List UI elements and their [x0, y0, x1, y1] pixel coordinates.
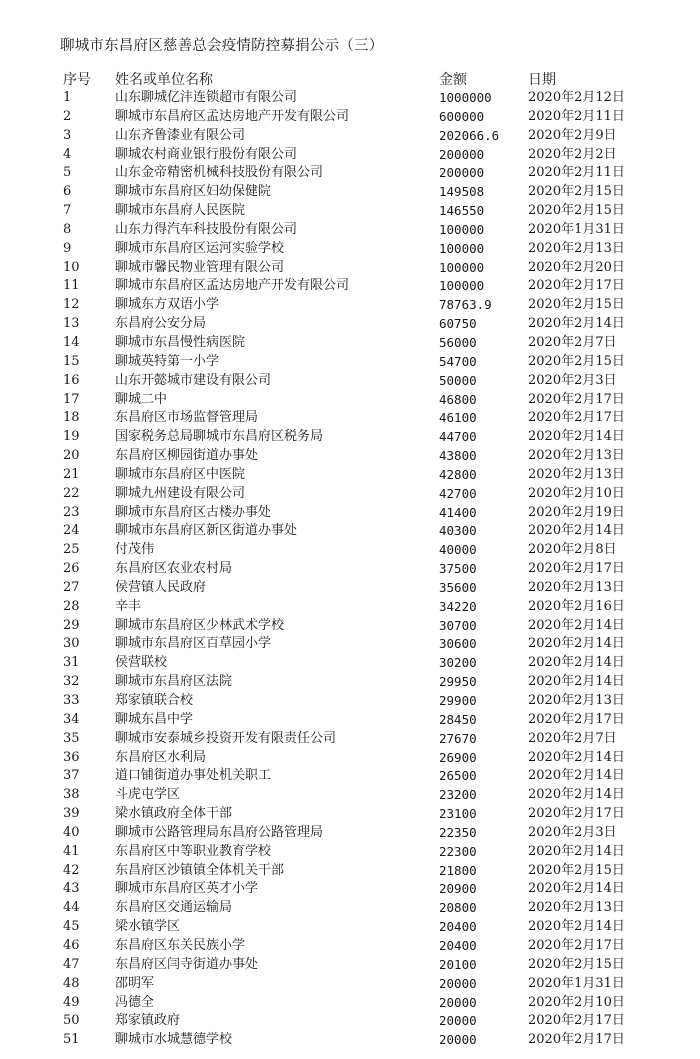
cell-donor-name: 聊城市东昌府区妇幼保健院 [115, 184, 272, 200]
cell-amount: 21800 [439, 862, 477, 878]
table-row [0, 843, 700, 862]
table-row [0, 824, 700, 843]
cell-serial-number: 10 [63, 259, 80, 275]
table-row [0, 127, 700, 146]
cell-date: 2020年2月17日 [528, 1013, 625, 1029]
cell-serial-number: 13 [63, 316, 80, 332]
cell-serial-number: 29 [63, 617, 80, 633]
cell-donor-name: 郑家镇政府 [115, 1013, 181, 1029]
cell-amount: 100000 [439, 278, 485, 294]
table-row [0, 202, 700, 221]
cell-amount: 42800 [439, 466, 477, 482]
cell-donor-name: 聊城市安泰城乡投资开发有限责任公司 [115, 730, 337, 746]
table-row [0, 975, 700, 994]
cell-donor-name: 聊城市东昌府区英才小学 [115, 881, 259, 897]
cell-date: 2020年2月11日 [528, 165, 625, 181]
cell-date: 2020年2月13日 [528, 900, 625, 916]
cell-serial-number: 18 [63, 410, 80, 426]
table-row [0, 504, 700, 523]
cell-donor-name: 聊城市东昌慢性病医院 [115, 334, 246, 350]
cell-donor-name: 聊城东昌中学 [115, 711, 194, 727]
cell-amount: 30600 [439, 636, 477, 652]
cell-donor-name: 梁水镇学区 [115, 919, 181, 935]
cell-amount: 78763.9 [439, 297, 492, 313]
cell-date: 2020年2月10日 [528, 994, 625, 1010]
cell-date: 2020年2月17日 [528, 391, 625, 407]
cell-date: 2020年2月17日 [528, 561, 625, 577]
cell-date: 2020年2月15日 [528, 862, 625, 878]
cell-serial-number: 45 [63, 919, 80, 935]
cell-serial-number: 48 [63, 975, 80, 991]
cell-date: 2020年2月17日 [528, 1032, 625, 1048]
cell-date: 2020年2月8日 [528, 542, 617, 558]
cell-donor-name: 聊城市东昌府区法院 [115, 674, 233, 690]
cell-donor-name: 聊城市东昌府区中医院 [115, 466, 246, 482]
cell-donor-name: 聊城市水城慧德学校 [115, 1032, 233, 1048]
table-row [0, 937, 700, 956]
cell-serial-number: 2 [63, 108, 72, 124]
cell-date: 2020年2月13日 [528, 579, 625, 595]
cell-donor-name: 山东力得汽车科技股份有限公司 [115, 221, 298, 237]
header-donor-name: 姓名或单位名称 [115, 72, 213, 88]
cell-amount: 20100 [439, 956, 477, 972]
cell-donor-name: 付茂伟 [115, 542, 155, 558]
table-row [0, 277, 700, 296]
cell-serial-number: 46 [63, 937, 80, 953]
cell-serial-number: 7 [63, 203, 72, 219]
cell-donor-name: 东昌府区柳园街道办事处 [115, 448, 259, 464]
cell-donor-name: 东昌府区交通运输局 [115, 900, 233, 916]
cell-date: 2020年2月17日 [528, 937, 625, 953]
table-row [0, 635, 700, 654]
cell-donor-name: 冯德全 [115, 994, 155, 1010]
cell-amount: 54700 [439, 353, 477, 369]
table-row [0, 315, 700, 334]
cell-date: 2020年2月15日 [528, 353, 625, 369]
cell-date: 2020年2月3日 [528, 372, 617, 388]
cell-amount: 23200 [439, 787, 477, 803]
cell-amount: 26500 [439, 768, 477, 784]
table-row [0, 447, 700, 466]
table-row [0, 711, 700, 730]
cell-donor-name: 聊城市公路管理局东昌府公路管理局 [115, 824, 324, 840]
table-row [0, 899, 700, 918]
cell-date: 2020年2月7日 [528, 334, 617, 350]
cell-amount: 23100 [439, 806, 477, 822]
cell-date: 2020年2月14日 [528, 316, 625, 332]
cell-serial-number: 5 [63, 165, 72, 181]
cell-amount: 200000 [439, 146, 485, 162]
header-date: 日期 [528, 72, 556, 88]
cell-date: 2020年2月13日 [528, 448, 625, 464]
cell-amount: 50000 [439, 372, 477, 388]
table-row [0, 692, 700, 711]
cell-donor-name: 山东开懿城市建设有限公司 [115, 372, 272, 388]
cell-date: 2020年2月13日 [528, 693, 625, 708]
table-header [0, 71, 700, 89]
table-row [0, 862, 700, 881]
cell-amount: 146550 [439, 203, 485, 219]
cell-amount: 35600 [439, 579, 477, 595]
cell-amount: 29950 [439, 674, 477, 690]
cell-date: 2020年2月13日 [528, 240, 625, 256]
cell-amount: 40300 [439, 523, 477, 539]
cell-donor-name: 聊城市东昌府区新区街道办事处 [115, 523, 298, 539]
cell-donor-name: 聊城市东昌府区古楼办事处 [115, 504, 272, 520]
cell-serial-number: 25 [63, 542, 80, 558]
cell-amount: 46100 [439, 410, 477, 426]
table-row [0, 994, 700, 1013]
table-row [0, 89, 700, 108]
cell-date: 2020年2月16日 [528, 598, 625, 614]
cell-serial-number: 21 [63, 466, 80, 482]
table-row [0, 579, 700, 598]
cell-donor-name: 聊城英特第一小学 [115, 353, 220, 369]
cell-donor-name: 东昌府区水利局 [115, 749, 207, 765]
table-row [0, 1012, 700, 1031]
table-row [0, 880, 700, 899]
cell-donor-name: 聊城市东昌府区百草园小学 [115, 636, 272, 652]
cell-donor-name: 东昌府区闫寺街道办事处 [115, 956, 259, 972]
cell-serial-number: 4 [63, 146, 72, 162]
cell-serial-number: 15 [63, 353, 80, 369]
cell-donor-name: 斗虎屯学区 [115, 787, 181, 803]
cell-amount: 30700 [439, 617, 477, 633]
cell-amount: 43800 [439, 448, 477, 464]
cell-serial-number: 14 [63, 334, 80, 350]
table-row [0, 617, 700, 636]
cell-date: 2020年2月14日 [528, 843, 625, 859]
cell-serial-number: 24 [63, 523, 80, 539]
cell-serial-number: 51 [63, 1032, 80, 1048]
cell-serial-number: 42 [63, 862, 80, 878]
cell-amount: 20400 [439, 937, 477, 953]
table-row [0, 805, 700, 824]
cell-donor-name: 聊城九州建设有限公司 [115, 485, 246, 501]
cell-serial-number: 17 [63, 391, 80, 407]
cell-amount: 44700 [439, 429, 477, 445]
table-row [0, 654, 700, 673]
table-row [0, 466, 700, 485]
cell-date: 2020年2月17日 [528, 711, 625, 727]
cell-serial-number: 40 [63, 824, 80, 840]
table-row [0, 485, 700, 504]
cell-date: 2020年2月14日 [528, 636, 625, 652]
cell-serial-number: 32 [63, 674, 80, 690]
cell-serial-number: 11 [63, 278, 80, 294]
table-row [0, 918, 700, 937]
cell-amount: 56000 [439, 334, 477, 350]
cell-date: 2020年2月14日 [528, 749, 625, 765]
cell-date: 2020年2月15日 [528, 203, 625, 219]
cell-donor-name: 聊城市东昌府人民医院 [115, 203, 246, 219]
table-row [0, 560, 700, 579]
cell-amount: 20000 [439, 994, 477, 1010]
cell-serial-number: 37 [63, 768, 80, 784]
cell-donor-name: 聊城东方双语小学 [115, 297, 220, 313]
cell-amount: 20000 [439, 1032, 477, 1048]
cell-amount: 30200 [439, 655, 477, 671]
cell-date: 2020年2月13日 [528, 466, 625, 482]
cell-amount: 29900 [439, 693, 477, 708]
cell-serial-number: 47 [63, 956, 80, 972]
cell-amount: 27670 [439, 730, 477, 746]
cell-date: 2020年2月17日 [528, 806, 625, 822]
cell-serial-number: 30 [63, 636, 80, 652]
cell-date: 2020年2月11日 [528, 108, 625, 124]
cell-amount: 202066.6 [439, 127, 500, 143]
cell-amount: 37500 [439, 561, 477, 577]
cell-serial-number: 28 [63, 598, 80, 614]
cell-amount: 600000 [439, 108, 485, 124]
cell-date: 2020年2月19日 [528, 504, 625, 520]
table-row [0, 183, 700, 202]
cell-donor-name: 聊城农村商业银行股份有限公司 [115, 146, 298, 162]
cell-amount: 40000 [439, 542, 477, 558]
cell-donor-name: 山东金帝精密机械科技股份有限公司 [115, 165, 324, 181]
cell-serial-number: 43 [63, 881, 80, 897]
cell-donor-name: 梁水镇政府全体干部 [115, 806, 233, 822]
cell-amount: 149508 [439, 184, 485, 200]
cell-amount: 100000 [439, 221, 485, 237]
cell-date: 2020年2月14日 [528, 881, 625, 897]
cell-donor-name: 东昌府区中等职业教育学校 [115, 843, 272, 859]
cell-serial-number: 33 [63, 693, 80, 708]
table-row [0, 296, 700, 315]
cell-date: 2020年2月14日 [528, 919, 625, 935]
table-row [0, 767, 700, 786]
table-row [0, 334, 700, 353]
cell-amount: 20000 [439, 1013, 477, 1029]
cell-donor-name: 东昌府区东关民族小学 [115, 937, 246, 953]
cell-date: 2020年2月14日 [528, 674, 625, 690]
table-row [0, 428, 700, 447]
cell-donor-name: 东昌府公安分局 [115, 316, 207, 332]
cell-serial-number: 26 [63, 561, 80, 577]
cell-donor-name: 聊城市馨民物业管理有限公司 [115, 259, 285, 275]
table-row [0, 372, 700, 391]
cell-amount: 20900 [439, 881, 477, 897]
cell-donor-name: 道口铺街道办事处机关职工 [115, 768, 272, 784]
table-row [0, 541, 700, 560]
cell-serial-number: 9 [63, 240, 72, 256]
cell-date: 2020年2月7日 [528, 730, 617, 746]
cell-serial-number: 49 [63, 994, 80, 1010]
table-row [0, 786, 700, 805]
cell-amount: 26900 [439, 749, 477, 765]
cell-donor-name: 侯营联校 [115, 655, 168, 671]
cell-date: 2020年2月14日 [528, 655, 625, 671]
cell-date: 2020年2月9日 [528, 127, 617, 143]
cell-serial-number: 22 [63, 485, 80, 501]
cell-date: 2020年2月14日 [528, 768, 625, 784]
cell-donor-name: 侯营镇人民政府 [115, 579, 207, 595]
cell-serial-number: 1 [63, 90, 72, 105]
cell-date: 2020年1月31日 [528, 221, 625, 237]
table-row [0, 164, 700, 183]
table-row [0, 259, 700, 278]
cell-donor-name: 邵明军 [115, 975, 155, 991]
donation-table-body [0, 89, 700, 1050]
cell-donor-name: 山东聊城亿沣连锁超市有限公司 [115, 90, 298, 105]
cell-donor-name: 东昌府区沙镇镇全体机关干部 [115, 862, 285, 878]
cell-amount: 28450 [439, 711, 477, 727]
cell-amount: 42700 [439, 485, 477, 501]
cell-serial-number: 50 [63, 1013, 80, 1029]
cell-amount: 100000 [439, 259, 485, 275]
cell-amount: 22300 [439, 843, 477, 859]
cell-donor-name: 郑家镇联合校 [115, 693, 194, 708]
page-title: 聊城市东昌府区慈善总会疫情防控募捐公示（三） [60, 38, 384, 54]
cell-serial-number: 16 [63, 372, 80, 388]
table-row [0, 730, 700, 749]
cell-serial-number: 20 [63, 448, 80, 464]
cell-amount: 60750 [439, 316, 477, 332]
cell-serial-number: 3 [63, 127, 72, 143]
table-row [0, 598, 700, 617]
cell-serial-number: 6 [63, 184, 72, 200]
cell-donor-name: 聊城市东昌府区孟达房地产开发有限公司 [115, 278, 350, 294]
cell-date: 2020年2月15日 [528, 297, 625, 313]
cell-date: 2020年2月2日 [528, 146, 617, 162]
table-row [0, 391, 700, 410]
cell-amount: 20800 [439, 900, 477, 916]
cell-amount: 200000 [439, 165, 485, 181]
cell-date: 2020年2月14日 [528, 787, 625, 803]
table-row [0, 146, 700, 165]
cell-date: 2020年2月20日 [528, 259, 625, 275]
cell-donor-name: 聊城市东昌府区运河实验学校 [115, 240, 285, 256]
table-row [0, 749, 700, 768]
cell-date: 2020年2月17日 [528, 278, 625, 294]
table-row [0, 1031, 700, 1050]
table-row [0, 956, 700, 975]
table-row [0, 221, 700, 240]
table-row [0, 353, 700, 372]
cell-serial-number: 27 [63, 579, 80, 595]
cell-date: 2020年2月17日 [528, 410, 625, 426]
cell-serial-number: 19 [63, 429, 80, 445]
cell-amount: 20400 [439, 919, 477, 935]
cell-date: 2020年2月15日 [528, 956, 625, 972]
cell-serial-number: 36 [63, 749, 80, 765]
cell-date: 2020年2月14日 [528, 523, 625, 539]
cell-serial-number: 41 [63, 843, 80, 859]
cell-serial-number: 31 [63, 655, 80, 671]
table-row [0, 673, 700, 692]
cell-donor-name: 国家税务总局聊城市东昌府区税务局 [115, 429, 324, 445]
cell-serial-number: 34 [63, 711, 80, 727]
header-amount: 金额 [439, 72, 467, 88]
cell-donor-name: 聊城市东昌府区少林武术学校 [115, 617, 285, 633]
cell-donor-name: 山东齐鲁漆业有限公司 [115, 127, 246, 143]
cell-serial-number: 38 [63, 787, 80, 803]
cell-amount: 100000 [439, 240, 485, 256]
table-row [0, 522, 700, 541]
cell-amount: 1000000 [439, 90, 492, 105]
cell-date: 2020年2月10日 [528, 485, 625, 501]
cell-date: 2020年2月3日 [528, 824, 617, 840]
cell-date: 2020年2月15日 [528, 184, 625, 200]
cell-donor-name: 辛丰 [115, 598, 142, 614]
cell-date: 2020年2月14日 [528, 617, 625, 633]
cell-amount: 41400 [439, 504, 477, 520]
cell-amount: 34220 [439, 598, 477, 614]
cell-serial-number: 8 [63, 221, 72, 237]
cell-serial-number: 44 [63, 900, 80, 916]
table-row [0, 240, 700, 259]
cell-amount: 22350 [439, 824, 477, 840]
header-serial-number: 序号 [63, 72, 91, 88]
cell-serial-number: 39 [63, 806, 80, 822]
cell-donor-name: 东昌府区农业农村局 [115, 561, 233, 577]
cell-donor-name: 聊城二中 [115, 391, 168, 407]
cell-serial-number: 23 [63, 504, 80, 520]
table-row [0, 108, 700, 127]
cell-date: 2020年2月12日 [528, 90, 625, 105]
cell-amount: 20000 [439, 975, 477, 991]
cell-donor-name: 东昌府区市场监督管理局 [115, 410, 259, 426]
cell-date: 2020年1月31日 [528, 975, 625, 991]
cell-donor-name: 聊城市东昌府区孟达房地产开发有限公司 [115, 108, 350, 124]
cell-serial-number: 12 [63, 297, 80, 313]
table-row [0, 409, 700, 428]
cell-serial-number: 35 [63, 730, 80, 746]
cell-date: 2020年2月14日 [528, 429, 625, 445]
cell-amount: 46800 [439, 391, 477, 407]
